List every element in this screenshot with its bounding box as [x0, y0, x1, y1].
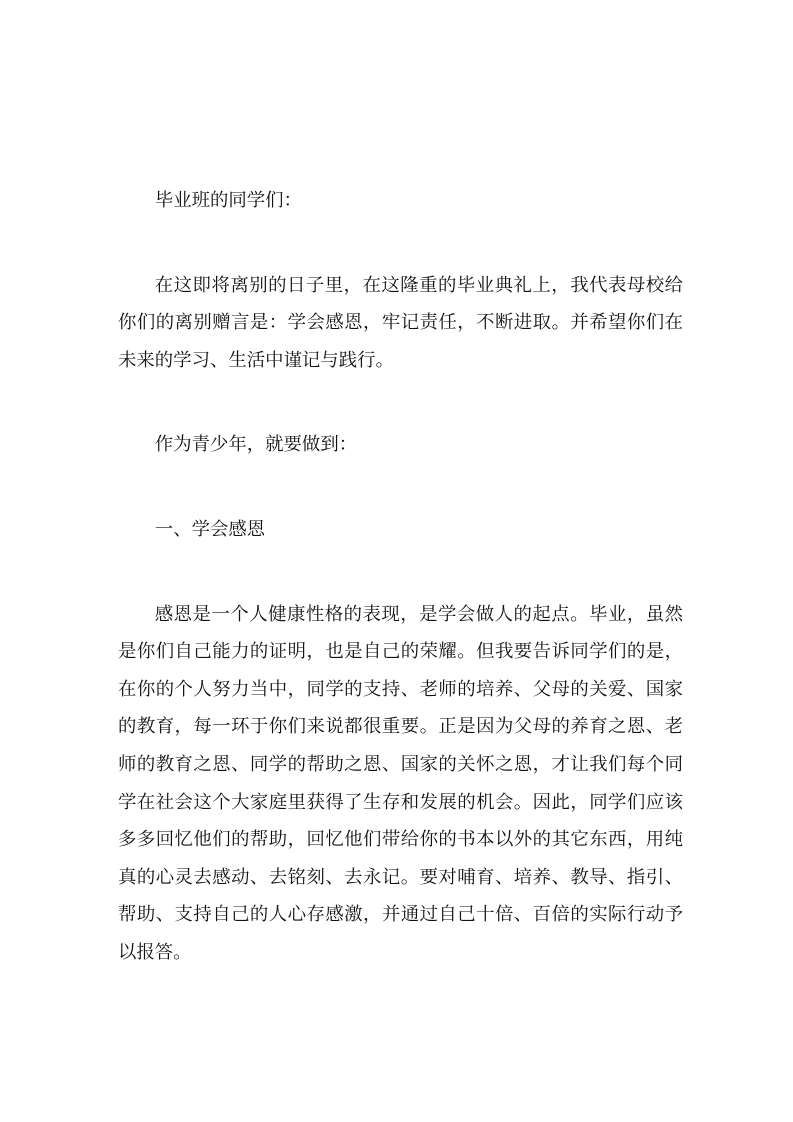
paragraph-farewell-message: 在这即将离别的日子里，在这隆重的毕业典礼上，我代表母校给你们的离别赠言是：学会感恩，牢记责任，不断进取。并希望你们在未来的学习、生活中谨记与践行。 [118, 274, 683, 371]
paragraph-spacer [118, 379, 683, 426]
section-heading-gratitude: 一、学会感恩 [154, 518, 266, 540]
paragraph-requirements-intro: 作为青少年，就要做到： [154, 434, 358, 456]
paragraph-gratitude-body: 感恩是一个人健康性格的表现，是学会做人的起点。毕业，虽然是你们自己能力的证明，也是自己的荣耀。但我要告诉同学们的是，在你的个人努力当中，同学的支持、老师的培养、父母的关爱、国家的教育，每一环于你们来说都很重要。正是因为父母的养育之恩、老师的教育之恩、同学的帮助之恩、国家的关怀之恩，才让我们每个同学在社会这个大家庭里获得了生存和发展的机会。因此，同学们应该多多回忆他们的帮助，回忆他们带给你的书本以外的其它东西，用纯真的心灵去感动、去铭刻、去永记。要对哺育、培养、教导、指引、帮助、支持自己的人心存感激，并通过自己十倍、百倍的实际行动予以报答。 [118, 603, 683, 963]
document-body [118, 182, 683, 972]
salutation: 毕业班的同学们： [154, 190, 302, 211]
paragraph-spacer [118, 549, 683, 596]
paragraph-spacer [118, 220, 683, 267]
paragraph-spacer [118, 464, 683, 511]
